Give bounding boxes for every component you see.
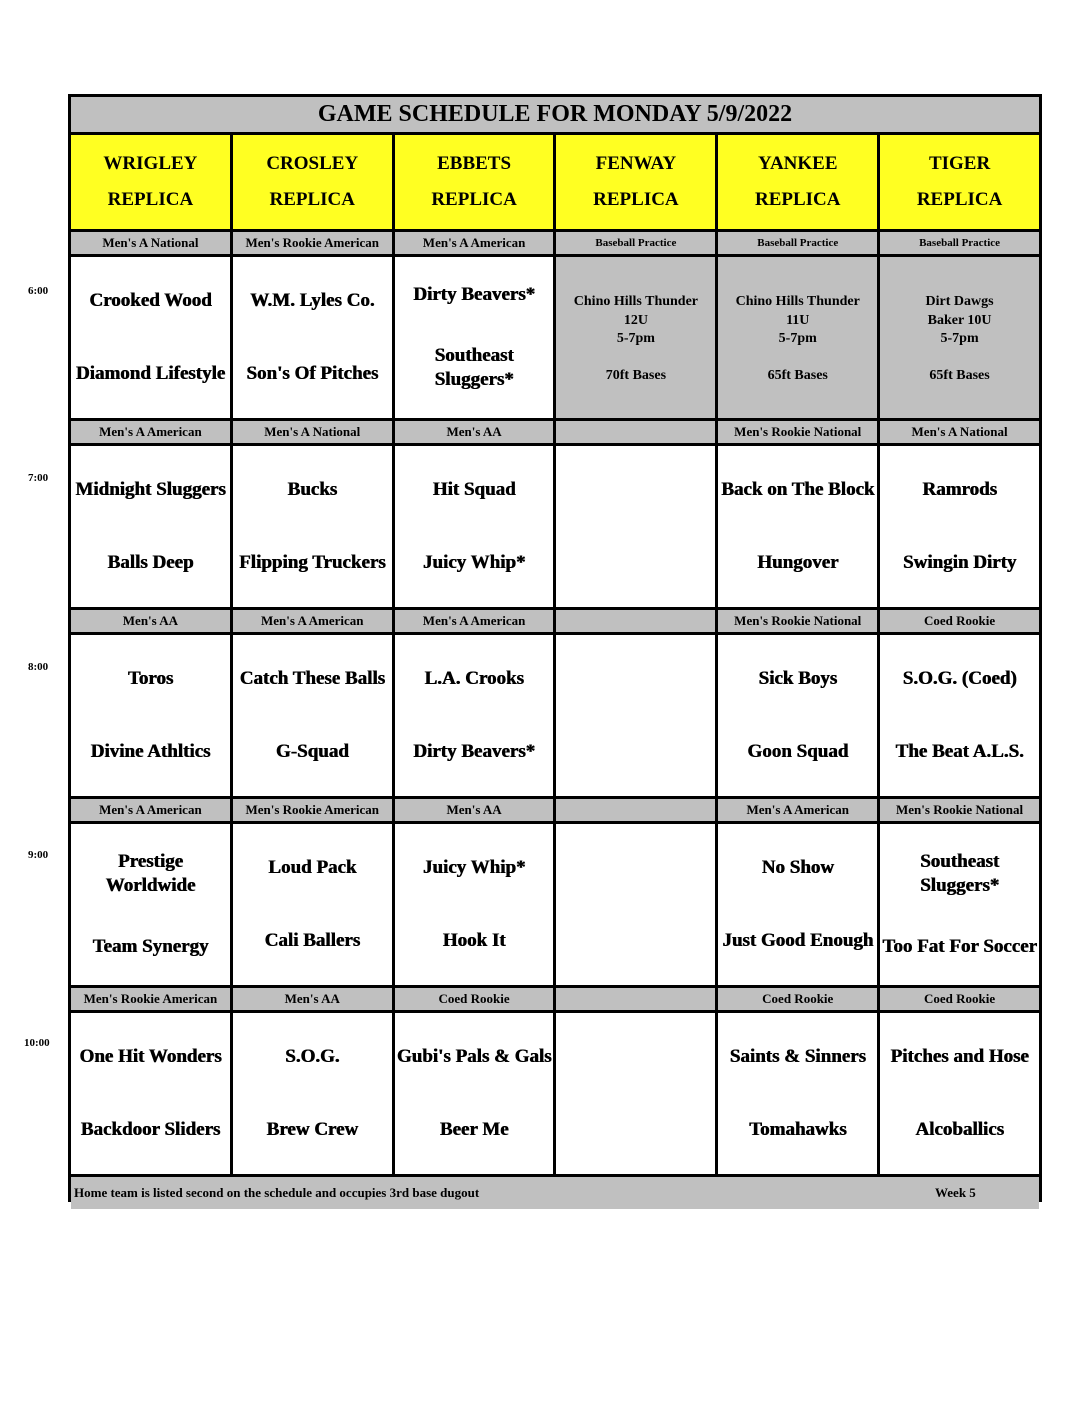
- league-label: Men's AA: [395, 799, 554, 821]
- practice-cell: [880, 257, 1039, 418]
- practice-hours: 5-7pm: [940, 331, 979, 346]
- away-team: Crooked Wood: [89, 290, 212, 312]
- league-label: Men's Rookie National: [880, 799, 1039, 821]
- game-cell: [233, 824, 392, 985]
- league-label: Coed Rookie: [718, 988, 877, 1010]
- practice-team: Dirt Dawgs: [925, 294, 994, 309]
- home-team: Dirty Beavers*: [413, 740, 536, 762]
- field-name: WRIGLEY: [103, 153, 198, 174]
- away-team: Back on The Block: [721, 479, 875, 501]
- time-label-9: 9:00: [28, 849, 49, 861]
- home-team: Juicy Whip*: [422, 551, 526, 573]
- practice-hours: 5-7pm: [616, 331, 655, 346]
- field-sub: REPLICA: [593, 189, 679, 210]
- away-team: Hit Squad: [432, 479, 516, 501]
- league-label: Men's Rookie National: [718, 610, 877, 632]
- game-cell: [880, 635, 1039, 796]
- league-label: Coed Rookie: [880, 610, 1039, 632]
- game-cell: [233, 1013, 392, 1174]
- league-label: Men's Rookie American: [233, 232, 392, 254]
- home-team: Too Fat For Soccer: [882, 935, 1037, 957]
- league-label: [556, 421, 715, 443]
- game-cell: [718, 635, 877, 796]
- game-cell: [395, 635, 554, 796]
- home-team: Backdoor Sliders: [80, 1118, 221, 1140]
- league-label: Men's Rookie American: [233, 799, 392, 821]
- away-team: One Hit Wonders: [79, 1046, 222, 1068]
- away-team: Sick Boys: [758, 668, 838, 690]
- away-team: Ramrods: [922, 479, 997, 501]
- home-team: Balls Deep: [107, 551, 194, 573]
- practice-team: Chino Hills Thunder: [735, 294, 860, 309]
- game-cell: [233, 446, 392, 607]
- home-team: Flipping Truckers: [238, 551, 386, 573]
- home-team: Swingin Dirty: [902, 551, 1017, 573]
- league-label: Men's A National: [880, 421, 1039, 443]
- field-name: CROSLEY: [266, 153, 359, 174]
- home-team: Tomahawks: [748, 1118, 847, 1140]
- home-team: Son's Of Pitches: [246, 362, 379, 384]
- league-label: Men's A American: [718, 799, 877, 821]
- practice-cell: [718, 257, 877, 418]
- away-team: Southeast Sluggers*: [919, 851, 1000, 897]
- time-label-10: 10:00: [24, 1037, 50, 1049]
- field-header-ebbets: [395, 135, 554, 229]
- empty-game-cell: [556, 635, 715, 796]
- game-cell: [395, 824, 554, 985]
- league-label: Men's AA: [71, 610, 230, 632]
- league-label: Men's Rookie American: [71, 988, 230, 1010]
- away-team: S.O.G.: [285, 1046, 340, 1068]
- home-team: Southeast Sluggers*: [434, 344, 514, 390]
- practice-bases: 70ft Bases: [605, 367, 667, 383]
- practice-bases: 65ft Bases: [929, 367, 990, 383]
- practice-team-sub: 12U: [623, 312, 648, 328]
- home-team: Goon Squad: [747, 740, 849, 762]
- away-team: W.M. Lyles Co.: [250, 290, 375, 312]
- away-team: Toros: [127, 668, 174, 690]
- league-label: Baseball Practice: [718, 232, 877, 254]
- field-sub: REPLICA: [269, 189, 355, 210]
- away-team: Juicy Whip*: [422, 857, 526, 879]
- game-cell: [395, 257, 554, 418]
- away-team: No Show: [761, 857, 834, 879]
- game-cell: [880, 446, 1039, 607]
- game-cell: [718, 446, 877, 607]
- league-label: Men's A American: [233, 610, 392, 632]
- time-label-6: 6:00: [28, 285, 49, 297]
- away-team: L.A. Crooks: [424, 668, 524, 690]
- league-label: [556, 988, 715, 1010]
- practice-cell: [556, 257, 715, 418]
- field-sub: REPLICA: [754, 189, 841, 210]
- field-name: YANKEE: [757, 153, 838, 174]
- away-team: S.O.G. (Coed): [902, 668, 1017, 690]
- away-team: Prestige Worldwide: [105, 851, 196, 897]
- practice-team-sub: Baker 10U: [927, 312, 992, 328]
- league-label: Coed Rookie: [395, 988, 554, 1010]
- league-label: Men's AA: [395, 421, 554, 443]
- away-team: Saints & Sinners: [729, 1046, 866, 1068]
- field-name: FENWAY: [595, 153, 677, 174]
- game-cell: [233, 257, 392, 418]
- game-cell: [71, 824, 230, 985]
- league-label: Men's A American: [71, 421, 230, 443]
- field-name: TIGER: [928, 153, 991, 174]
- field-header-fenway: [556, 135, 715, 229]
- league-label: [556, 799, 715, 821]
- home-team: Alcoballics: [915, 1118, 1004, 1140]
- league-label: Men's A American: [395, 232, 554, 254]
- empty-game-cell: [556, 824, 715, 985]
- league-label: Men's A American: [71, 799, 230, 821]
- game-cell: [395, 1013, 554, 1174]
- game-cell: [71, 1013, 230, 1174]
- away-team: Dirty Beavers*: [413, 284, 536, 306]
- away-team: Pitches and Hose: [890, 1046, 1029, 1068]
- home-team: Cali Ballers: [264, 929, 360, 951]
- league-label: Men's A National: [233, 421, 392, 443]
- game-cell: [233, 635, 392, 796]
- home-team: Hungover: [757, 551, 839, 573]
- home-team: Divine Athltics: [90, 740, 211, 762]
- time-column: [0, 0, 68, 1408]
- home-team: The Beat A.L.S.: [895, 740, 1024, 762]
- game-cell: [718, 824, 877, 985]
- field-header-tiger: [880, 135, 1039, 229]
- league-label: Coed Rookie: [880, 988, 1039, 1010]
- game-cell: [71, 635, 230, 796]
- empty-game-cell: [556, 446, 715, 607]
- league-label: Baseball Practice: [880, 232, 1039, 254]
- field-name: EBBETS: [437, 153, 512, 174]
- field-sub: REPLICA: [431, 189, 517, 210]
- practice-hours: 5-7pm: [778, 331, 817, 346]
- game-cell: [71, 446, 230, 607]
- league-label: Men's AA: [233, 988, 392, 1010]
- league-label: Men's Rookie National: [718, 421, 877, 443]
- home-team: Team Synergy: [92, 935, 209, 957]
- game-cell: [880, 824, 1039, 985]
- field-header-yankee: [718, 135, 877, 229]
- footer-note: Home team is listed second on the schedule and occupies 3rd base dugout: [74, 1185, 480, 1200]
- home-team: Brew Crew: [266, 1118, 359, 1140]
- game-cell: [71, 257, 230, 418]
- away-team: Gubi's Pals & Gals: [396, 1046, 552, 1068]
- week-label: Week 5: [935, 1185, 976, 1200]
- practice-team-sub: 11U: [786, 312, 810, 328]
- empty-game-cell: [556, 1013, 715, 1174]
- home-team: G-Squad: [275, 740, 349, 762]
- time-label-7: 7:00: [28, 472, 49, 484]
- home-team: Diamond Lifestyle: [75, 362, 226, 384]
- practice-bases: 65ft Bases: [767, 367, 828, 383]
- away-team: Catch These Balls: [239, 668, 385, 690]
- away-team: Midnight Sluggers: [75, 479, 226, 501]
- league-label: Baseball Practice: [556, 232, 715, 254]
- schedule-footer: [71, 1177, 1039, 1209]
- league-label: [556, 610, 715, 632]
- game-cell: [880, 1013, 1039, 1174]
- league-label: Men's A American: [395, 610, 554, 632]
- schedule-title: GAME SCHEDULE FOR MONDAY 5/9/2022: [71, 97, 1039, 132]
- home-team: Hook It: [442, 929, 506, 951]
- schedule-table: [68, 94, 1042, 1202]
- home-team: Beer Me: [439, 1118, 509, 1140]
- home-team: Just Good Enough: [722, 929, 874, 951]
- field-header-crosley: [233, 135, 392, 229]
- game-cell: [718, 1013, 877, 1174]
- league-label: Men's A National: [71, 232, 230, 254]
- away-team: Bucks: [287, 479, 338, 501]
- field-sub: REPLICA: [916, 189, 1003, 210]
- field-header-wrigley: [71, 135, 230, 229]
- field-sub: REPLICA: [107, 189, 194, 210]
- time-label-8: 8:00: [28, 661, 49, 673]
- game-cell: [395, 446, 554, 607]
- practice-team: Chino Hills Thunder: [573, 294, 699, 309]
- away-team: Loud Pack: [268, 857, 357, 879]
